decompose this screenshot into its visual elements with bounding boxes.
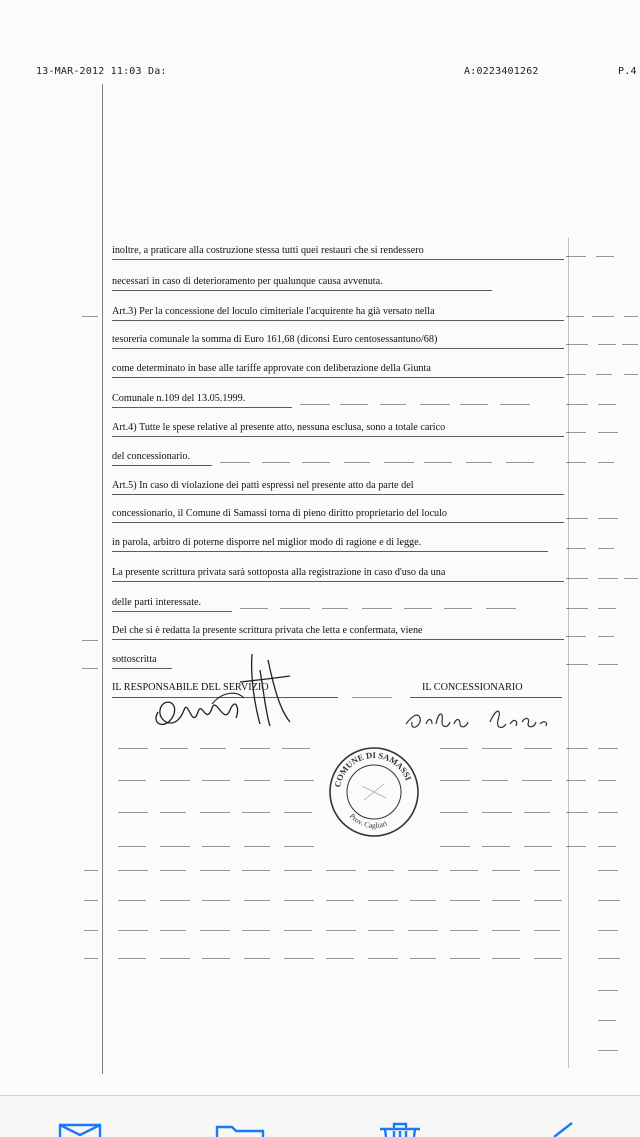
line-rule <box>112 377 564 378</box>
line-rule <box>112 348 564 349</box>
svg-text:COMUNE DI SAMASSI: COMUNE DI SAMASSI <box>332 749 414 789</box>
line-rule <box>112 290 492 291</box>
document-line: in parola, arbitro di poterne disporre nel miglior modo di ragione e di legge. <box>112 537 422 548</box>
line-rule <box>112 320 564 321</box>
line-rule <box>112 551 548 552</box>
document-line: inoltre, a praticare alla costruzione stessa tutti quei restauri che si rendessero <box>112 245 424 256</box>
document-line: Comunale n.109 del 13.05.1999. <box>112 393 246 404</box>
document-line: Del che si è redatta la presente scrittura privata che letta e confermata, viene <box>112 625 423 636</box>
line-rule <box>112 465 212 466</box>
mail-button[interactable] <box>50 1096 110 1137</box>
mail-icon <box>57 1123 103 1137</box>
document-line: delle parti interessate. <box>112 597 202 608</box>
document-line: come determinato in base alle tariffe approvate con deliberazione della Giunta <box>112 363 431 374</box>
document-line: del concessionario. <box>112 451 191 462</box>
handwritten-signature-left <box>140 640 300 740</box>
document-line: concessionario, il Comune di Samassi torna di pieno diritto proprietario del loculo <box>112 508 447 519</box>
reply-icon <box>540 1121 580 1137</box>
document-line: La presente scrittura privata sarà sottoposta alla registrazione in caso d'uso da una <box>112 567 446 578</box>
line-rule <box>112 407 292 408</box>
document-line: Art.3) Per la concessione del loculo cimiteriale l'acquirente ha già versato nella <box>112 306 435 317</box>
signatory-right-title: IL CONCESSIONARIO <box>422 682 523 693</box>
folder-button[interactable] <box>210 1096 270 1137</box>
trash-button[interactable] <box>370 1096 430 1137</box>
signatory-left-title: IL RESPONSABILE DEL SERVIZIO <box>112 682 269 693</box>
trash-icon <box>377 1121 423 1137</box>
document-line: sottoscritta <box>112 654 157 665</box>
official-stamp <box>328 746 420 838</box>
document-line: Art.4) Tutte le spese relative al presente atto, nessuna esclusa, sono a totale carico <box>112 422 446 433</box>
line-rule <box>112 611 232 612</box>
line-rule <box>112 436 564 437</box>
bottom-toolbar <box>0 1095 640 1137</box>
line-rule <box>112 522 564 523</box>
line-rule <box>112 494 564 495</box>
fax-header-page: P.4 <box>618 66 637 77</box>
handwritten-signature-right <box>398 700 558 740</box>
document-line: tesoreria comunale la somma di Euro 161,68 (diconsi Euro centosessantuno/68) <box>112 334 438 345</box>
svg-text:Prov. Cagliari: Prov. Cagliari <box>347 811 389 831</box>
reply-button[interactable] <box>530 1096 590 1137</box>
document-line: necessari in caso di deterioramento per qualunque causa avvenuta. <box>112 276 383 287</box>
document-line: Art.5) In caso di violazione dei patti espressi nel presente atto da parte del <box>112 480 414 491</box>
line-rule <box>112 581 564 582</box>
line-rule <box>112 259 564 260</box>
fax-header-date: 13-MAR-2012 11:03 Da: <box>36 66 167 77</box>
fax-header-number: A:0223401262 <box>464 66 539 77</box>
folder-icon <box>214 1123 266 1137</box>
